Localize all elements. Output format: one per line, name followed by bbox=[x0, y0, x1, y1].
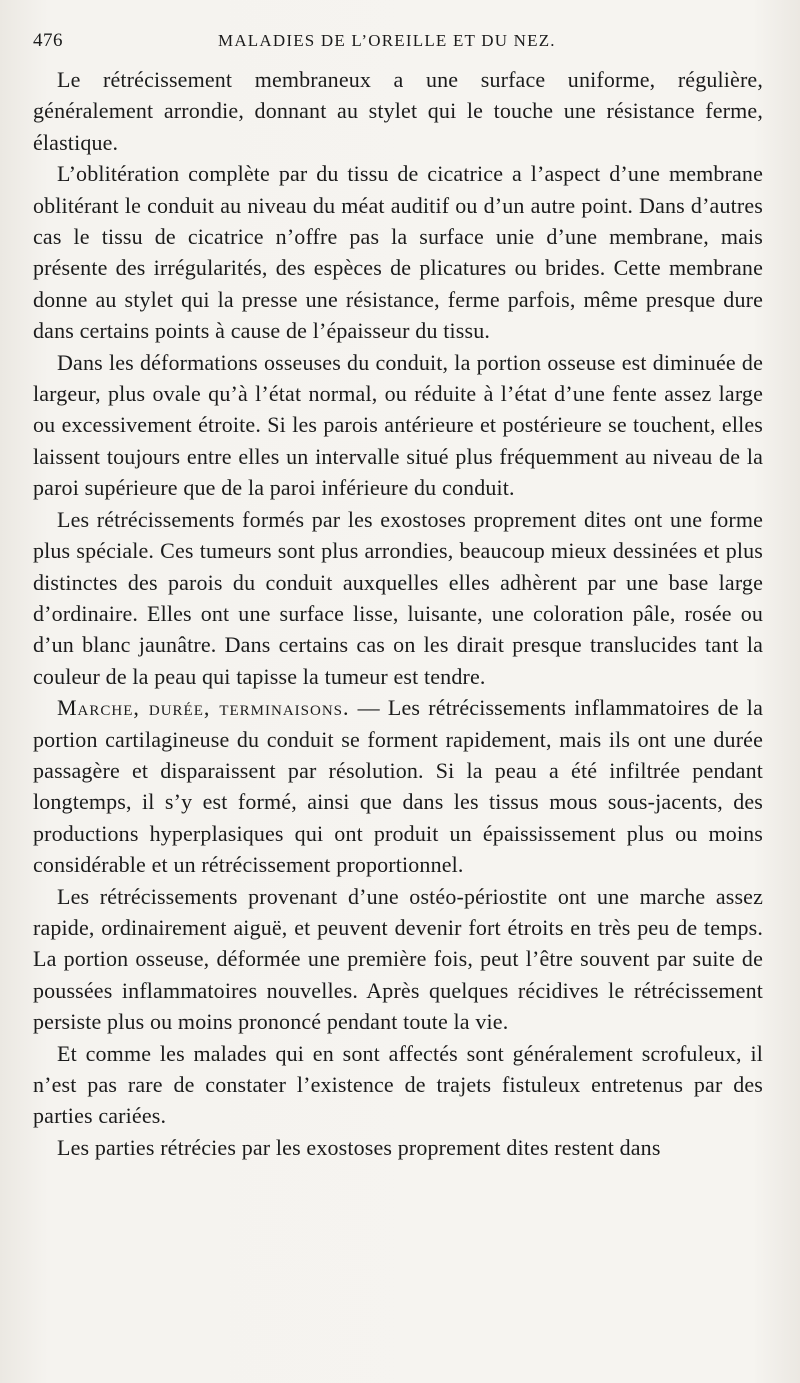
section-heading: Marche, durée, terminaisons. bbox=[57, 695, 350, 721]
paragraph: Les rétrécissements formés par les exostoses proprement dites ont une forme plus spéciale. Ces tumeurs sont plus arrondies, beaucoup mieux dessinées et plus distinctes des parois du conduit auxquelles elles adhèrent par une base large d’ordinaire. Elles ont une surface lisse, luisante, une coloration pâle, rosée ou d’un blanc jaunâtre. Dans certains cas on les dirait presque translucides tant la couleur de la peau qui tapisse la tumeur est tendre. bbox=[33, 506, 763, 689]
paragraph: Et comme les malades qui en sont affectés sont généralement scrofuleux, il n’est pas rare de constater l’existence de trajets fistuleux entretenus par des parties cariées. bbox=[33, 1040, 763, 1129]
page-header bbox=[33, 30, 758, 60]
paragraph: Les rétrécissements provenant d’une ostéo-périostite ont une marche assez rapide, ordinairement aiguë, et peuvent devenir fort étroits en très peu de temps. La portion osseuse, déformée une première fois, peut l’être souvent par suite de poussées inflammatoires nouvelles. Après quelques récidives le rétrécissement persiste plus ou moins prononcé pendant toute la vie. bbox=[33, 883, 763, 1035]
paragraph: Marche, durée, terminaisons. — Les rétrécissements inflammatoires de la portion cartilagineuse du conduit se forment rapidement, mais ils ont une durée passagère et disparaissent par résolution. Si la peau a été infiltrée pendant longtemps, il s’y est formé, ainsi que dans les tissus mous sous-jacents, des productions hyperplasiques qui ont produit un épaississement plus ou moins considérable et un rétrécissement proportionnel. bbox=[33, 695, 763, 878]
paragraph: Les parties rétrécies par les exostoses proprement dites restent dans bbox=[57, 1134, 661, 1160]
paragraph: Le rétrécissement membraneux a une surface uniforme, régulière, généralement arrondie, donnant au stylet qui le touche une résistance ferme, élastique. bbox=[33, 67, 763, 155]
body-text bbox=[33, 64, 763, 1163]
page-number: 476 bbox=[33, 30, 63, 51]
paragraph: Dans les déformations osseuses du conduit, la portion osseuse est diminuée de largeur, plus ovale qu’à l’état normal, ou réduite à l’état d’une fente assez large ou excessivement étroite. Si les parois antérieure et postérieure se touchent, elles laissent toujours entre elles un intervalle situé plus fréquemment au niveau de la paroi supérieure que de la paroi inférieure du conduit. bbox=[33, 349, 763, 501]
paragraph: L’oblitération complète par du tissu de cicatrice a l’aspect d’une membrane oblitérant le conduit au niveau du méat auditif ou d’un autre point. Dans d’autres cas le tissu de cicatrice n’offre pas la surface unie d’une membrane, mais présente des irrégularités, des espèces de plicatures ou brides. Cette membrane donne au stylet qui la presse une résistance, ferme parfois, même presque dure dans certains points à cause de l’épaisseur du tissu. bbox=[33, 161, 763, 344]
running-title: MALADIES DE L’OREILLE ET DU NEZ. bbox=[218, 31, 556, 50]
